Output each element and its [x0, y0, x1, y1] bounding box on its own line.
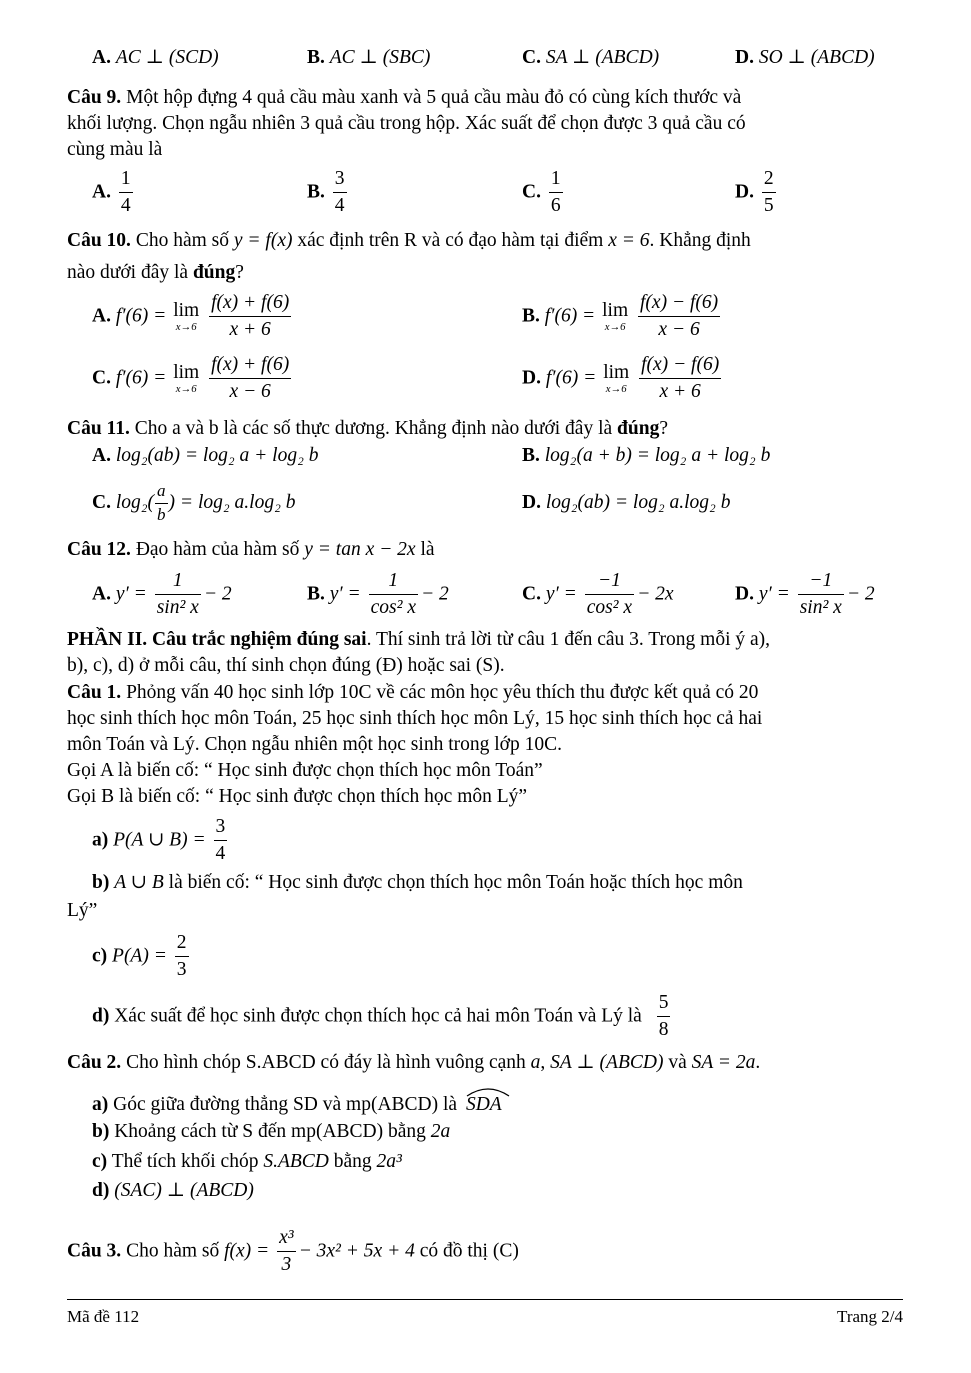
p2q1-line-1: Câu 1. Phỏng vấn 40 học sinh lớp 10C về các môn học yêu thích thu được kết quả có 20 [67, 682, 759, 703]
option-letter: D. [735, 583, 754, 605]
p2q1-line-4: Gọi A là biến cố: “ Học sinh được chọn thích học môn Toán” [67, 760, 543, 781]
q9-option-b [307, 166, 350, 220]
fraction: $\frac{1}{6}$ [550, 168, 561, 217]
fraction: $\frac{1}{\text{cos² x}}$ [370, 570, 416, 619]
fraction: $\frac{2}{5}$ [763, 168, 774, 217]
limit: lim x→6 [603, 361, 630, 396]
q12-option-a: A. y′ = $\frac{1}{\text{sin² x}}$ − 2 [92, 568, 232, 622]
option-letter: C. [92, 367, 111, 389]
question-label: Câu 2. [67, 1052, 122, 1073]
q9-option-c [522, 166, 566, 220]
option-letter: C. [92, 491, 111, 513]
option-letter: D. [735, 47, 754, 68]
q8-option-b [307, 47, 430, 69]
fraction: $\frac{2}{3}$ [176, 932, 187, 981]
q11-option-c: C. log₂( $\frac{a}{b}$ ) = log₂ a.log₂ b [92, 480, 295, 527]
limit: lim x→6 [602, 299, 629, 334]
exam-code: Mã đề 112 [67, 1307, 140, 1326]
part2-instruction: b), c), d) ở mỗi câu, thí sinh chọn đúng (Đ) hoặc sai (S). [67, 655, 505, 676]
q9-line-2: khối lượng. Chọn ngẫu nhiên 3 quả cầu trong hộp. Xác suất để chọn được 3 quả cầu có [67, 113, 746, 134]
option-text: SA ⊥ (ABCD) [545, 47, 660, 68]
q10-option-a: A. f′(6) = lim x→6 $\frac{f(x) + f(6)}{x + 6}$ [92, 290, 294, 344]
option-letter: D. [735, 181, 754, 203]
p2q1-item-a: a) P(A ∪ B) = $\frac{3}{4}$ [92, 814, 230, 868]
question-label: Câu 1. [67, 682, 122, 703]
option-letter: C. [522, 47, 541, 68]
p2q2-stem: Câu 2. Cho hình chóp S.ABCD có đáy là hình vuông cạnh a, SA ⊥ (ABCD) và SA = 2a. [67, 1052, 761, 1073]
q12-stem: Câu 12. Đạo hàm của hàm số y = tan x − 2x là [67, 539, 435, 560]
p2q1-item-b-cont: Lý” [67, 900, 98, 921]
p2q2-item-d: d) (SAC) ⊥ (ABCD) [92, 1180, 254, 1201]
option-letter: A. [92, 445, 111, 466]
p2q1-line-3: môn Toán và Lý. Chọn ngẫu nhiên một học sinh trong lớp 10C. [67, 734, 562, 755]
function-expr: y = f(x) [233, 230, 293, 251]
limit: lim x→6 [173, 299, 200, 334]
fraction: $\frac{f(x) + f(6)}{x - 6}$ [211, 354, 290, 403]
q11-option-d: D. log₂(ab) = log₂ a.log₂ b [522, 492, 731, 513]
q11-option-b: B. log₂(a + b) = log₂ a + log₂ b [522, 445, 771, 466]
q9-option-d [735, 166, 779, 220]
question-label: Câu 3. [67, 1240, 122, 1262]
fraction: $\frac{f(x) - f(6)}{x - 6}$ [640, 292, 719, 341]
option-text: SO ⊥ (ABCD) [758, 47, 875, 68]
question-text: Một hộp đựng 4 quả cầu màu xanh và 5 quả cầu màu đỏ có cùng kích thước và [126, 87, 742, 108]
q10-option-d: D. f′(6) = lim x→6 $\frac{f(x) - f(6)}{x + 6}$ [522, 352, 724, 406]
option-letter: D. [522, 367, 541, 389]
fraction: $\frac{-1}{\text{cos² x}}$ [586, 570, 633, 619]
fraction: $\frac{\text{x³}}{3}$ [279, 1227, 294, 1276]
q12-option-b: B. y′ = $\frac{1}{\text{cos² x}}$ − 2 [307, 568, 449, 622]
fraction: $\frac{-1}{\text{sin² x}}$ [799, 570, 842, 619]
q10-option-c: C. f′(6) = lim x→6 $\frac{f(x) + f(6)}{x - 6}$ [92, 352, 294, 406]
fraction: $\frac{1}{4}$ [120, 168, 131, 217]
option-letter: A. [92, 583, 111, 605]
option-letter: C. [522, 181, 541, 203]
fraction: $\frac{f(x) + f(6)}{x + 6}$ [211, 292, 290, 341]
p2q2-item-a: a) Góc giữa đường thẳng SD và mp(ABCD) là SDA [92, 1094, 502, 1116]
p2q3-stem: Câu 3. Cho hàm số f(x) = $\frac{\text{x³}}{3}$ − 3x² + 5x + 4 có đồ thị (C) [67, 1225, 519, 1279]
option-letter: B. [307, 47, 325, 68]
q10-line-1: Câu 10. Cho hàm số y = f(x) xác định trên R và có đạo hàm tại điểm x = 6. Khẳng định [67, 230, 751, 251]
q11-stem: Câu 11. Cho a và b là các số thực dương. Khẳng định nào dưới đây là đúng? [67, 418, 668, 439]
question-label: Câu 10. [67, 230, 131, 251]
question-label: Câu 11. [67, 418, 130, 439]
p2q1-item-d: d) Xác suất để học sinh được chọn thích học cả hai môn Toán và Lý là $\frac{5}{8}$ [92, 990, 673, 1044]
p2q2-item-b: b) Khoảng cách từ S đến mp(ABCD) bằng 2a [92, 1121, 451, 1142]
option-letter: A. [92, 47, 111, 68]
part2-heading: PHẦN II. Câu trắc nghiệm đúng sai. Thí sinh trả lời từ câu 1 đến câu 3. Trong mỗi ý a), [67, 629, 771, 650]
q9-option-a [92, 166, 136, 220]
p2q1-item-c: c) P(A) = $\frac{2}{3}$ [92, 930, 192, 984]
fraction: $\frac{3}{4}$ [215, 816, 226, 865]
page-number: Trang 2/4 [837, 1307, 903, 1326]
p2q2-item-c: c) Thể tích khối chóp S.ABCD bằng 2a³ [92, 1151, 402, 1172]
q8-option-d [735, 47, 875, 69]
fraction: $\frac{5}{8}$ [658, 992, 669, 1041]
fraction: $\frac{3}{4}$ [334, 168, 345, 217]
p2q1-line-5: Gọi B là biến cố: “ Học sinh được chọn thích học môn Lý” [67, 786, 528, 807]
option-letter: A. [92, 181, 111, 203]
q12-option-d: D. y′ = $\frac{-1}{\text{sin² x}}$ − 2 [735, 568, 875, 622]
option-text: AC ⊥ (SCD) [115, 47, 219, 68]
footer-divider [67, 1299, 903, 1300]
option-letter: B. [307, 583, 325, 605]
option-text: AC ⊥ (SBC) [329, 47, 431, 68]
option-letter: B. [522, 445, 540, 466]
angle-hat-icon [466, 1085, 510, 1097]
option-letter: B. [522, 305, 540, 327]
option-letter: D. [522, 492, 541, 513]
question-label: Câu 12. [67, 539, 131, 560]
option-letter: B. [307, 181, 325, 203]
question-label: Câu 9. [67, 87, 122, 108]
option-letter: C. [522, 583, 541, 605]
fraction: $\frac{f(x) - f(6)}{x + 6}$ [641, 354, 720, 403]
angle-arc: SDA [466, 1094, 502, 1116]
limit: lim x→6 [173, 361, 200, 396]
q10-line-2: nào dưới đây là đúng? [67, 262, 244, 283]
q12-option-c: C. y′ = $\frac{-1}{\text{cos² x}}$ − 2x [522, 568, 674, 622]
q10-option-b: B. f′(6) = lim x→6 $\frac{f(x) - f(6)}{x - 6}$ [522, 290, 723, 344]
q9-line-1 [67, 87, 741, 109]
fraction: $\frac{a}{b}$ [157, 481, 166, 524]
function-expr: y = tan x − 2x [304, 539, 416, 560]
p2q1-item-b: b) A ∪ B là biến cố: “ Học sinh được chọn thích học môn Toán hoặc thích học môn [92, 872, 743, 893]
option-letter: A. [92, 305, 111, 327]
fraction: $\frac{1}{\text{sin² x}}$ [156, 570, 199, 619]
q8-option-a [92, 47, 219, 69]
p2q1-line-2: học sinh thích học môn Toán, 25 học sinh thích học môn Lý, 15 học sinh thích học cả hai [67, 708, 763, 729]
point-expr: x = 6 [608, 230, 650, 251]
q9-line-3: cùng màu là [67, 139, 163, 160]
q11-option-a: A. log₂(ab) = log₂ a + log₂ b [92, 445, 319, 466]
q8-option-c [522, 47, 659, 69]
